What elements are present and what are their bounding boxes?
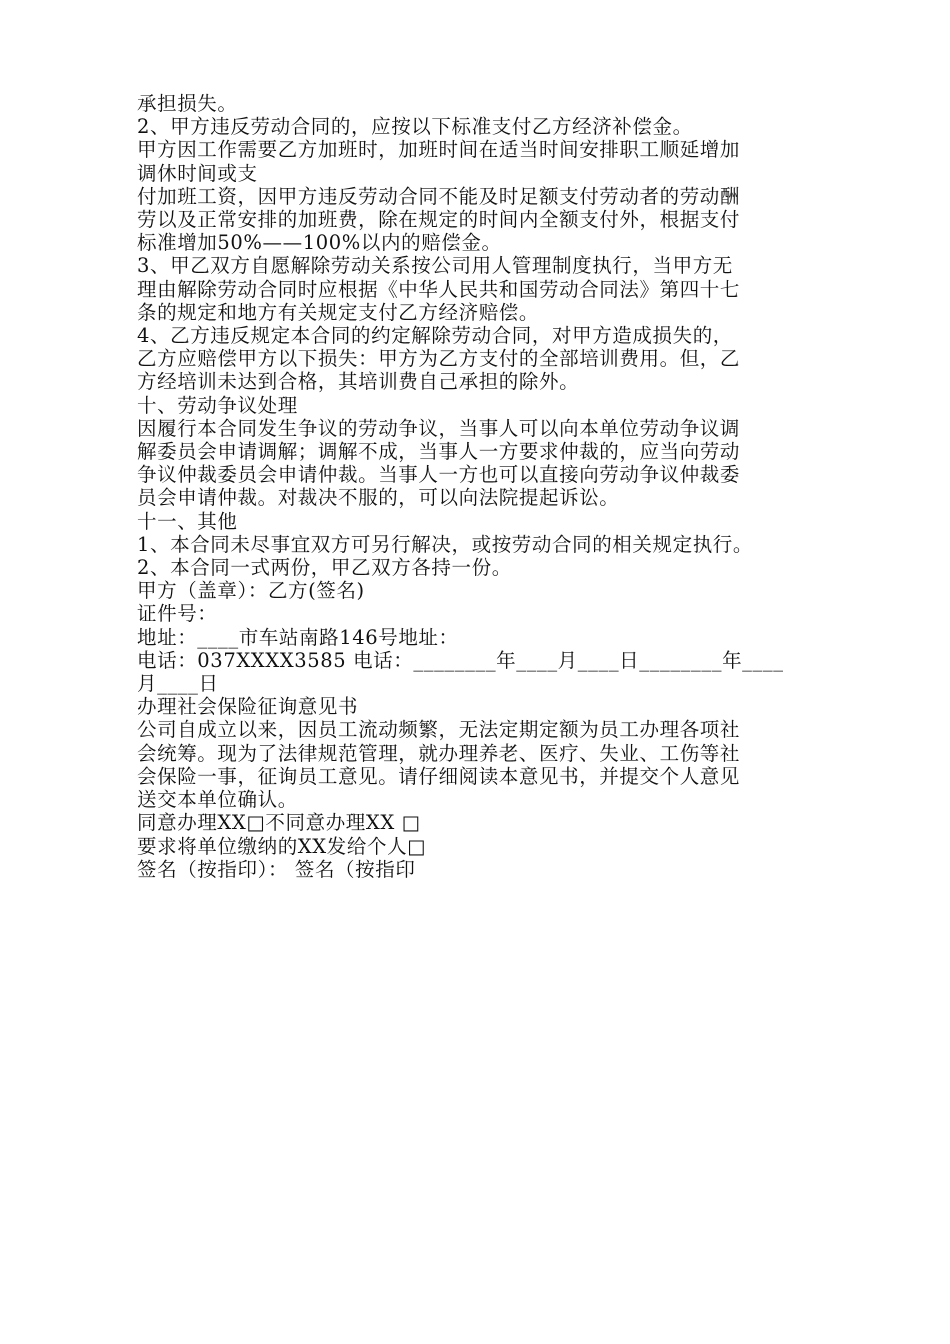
text-line: 劳以及正常安排的加班费，除在规定的时间内全额支付外，根据支付 [137, 208, 741, 232]
text-line: 乙方应赔偿甲方以下损失：甲方为乙方支付的全部培训费用。但，乙 [137, 347, 741, 371]
text-line: 1、本合同未尽事宜双方可另行解决，或按劳动合同的相关规定执行。 [137, 532, 754, 556]
address-line: 地址：____市车站南路146号地址： [137, 625, 459, 649]
text-line: 2、本合同一式两份，甲乙双方各持一份。 [137, 556, 512, 580]
consent-option-line: 同意办理XX□不同意办理XX □ [137, 811, 421, 835]
text-line: 3、甲乙双方自愿解除劳动关系按公司用人管理制度执行，当甲方无 [137, 254, 733, 278]
text-line: 甲方因工作需要乙方加班时，加班时间在适当时间安排职工顺延增加 [137, 138, 741, 162]
text-line: 会统筹。现为了法律规范管理，就办理养老、医疗、失业、工伤等社 [137, 741, 741, 765]
document-body [137, 92, 817, 881]
text-line: 标准增加50%——100%以内的赔偿金。 [137, 231, 502, 255]
section-heading: 十、劳动争议处理 [137, 393, 298, 417]
text-line: 公司自成立以来，因员工流动频繁，无法定期定额为员工办理各项社 [137, 718, 741, 742]
text-line: 送交本单位确认。 [137, 788, 298, 812]
text-line: 4、乙方违反规定本合同的约定解除劳动合同，对甲方造成损失的， [137, 324, 733, 348]
text-line: 承担损失。 [137, 92, 238, 115]
consent-option-line: 要求将单位缴纳的XX发给个人□ [137, 834, 427, 858]
text-line: 调休时间或支 [137, 161, 258, 185]
signature-fingerprint-line: 签名（按指印）： 签名（按指印 [137, 857, 416, 881]
signature-line: 甲方（盖章）：乙方(签名) [137, 579, 365, 603]
date-line: 月____日 [137, 672, 219, 696]
id-number-line: 证件号： [137, 602, 218, 626]
text-line: 会保险一事，征询员工意见。请仔细阅读本意见书，并提交个人意见 [137, 764, 741, 788]
text-line: 理由解除劳动合同时应根据《中华人民共和国劳动合同法》第四十七 [137, 277, 741, 301]
text-line: 解委员会申请调解；调解不成，当事人一方要求仲裁的，应当向劳动 [137, 440, 741, 464]
section-heading: 十一、其他 [137, 509, 238, 533]
section-heading: 办理社会保险征询意见书 [137, 695, 359, 719]
text-line: 争议仲裁委员会申请仲裁。当事人一方也可以直接向劳动争议仲裁委 [137, 463, 741, 487]
text-line: 2、甲方违反劳动合同的，应按以下标准支付乙方经济补偿金。 [137, 115, 693, 139]
text-line: 方经培训未达到合格，其培训费自己承担的除外。 [137, 370, 580, 394]
text-line: 因履行本合同发生争议的劳动争议，当事人可以向本单位劳动争议调 [137, 416, 741, 440]
text-line: 条的规定和地方有关规定支付乙方经济赔偿。 [137, 300, 540, 324]
text-line: 付加班工资，因甲方违反劳动合同不能及时足额支付劳动者的劳动酬 [137, 184, 741, 208]
text-line: 员会申请仲裁。对裁决不服的，可以向法院提起诉讼。 [137, 486, 620, 510]
phone-date-line: 电话：037XXXX3585 电话：________年____月____日________年____ [137, 648, 784, 672]
